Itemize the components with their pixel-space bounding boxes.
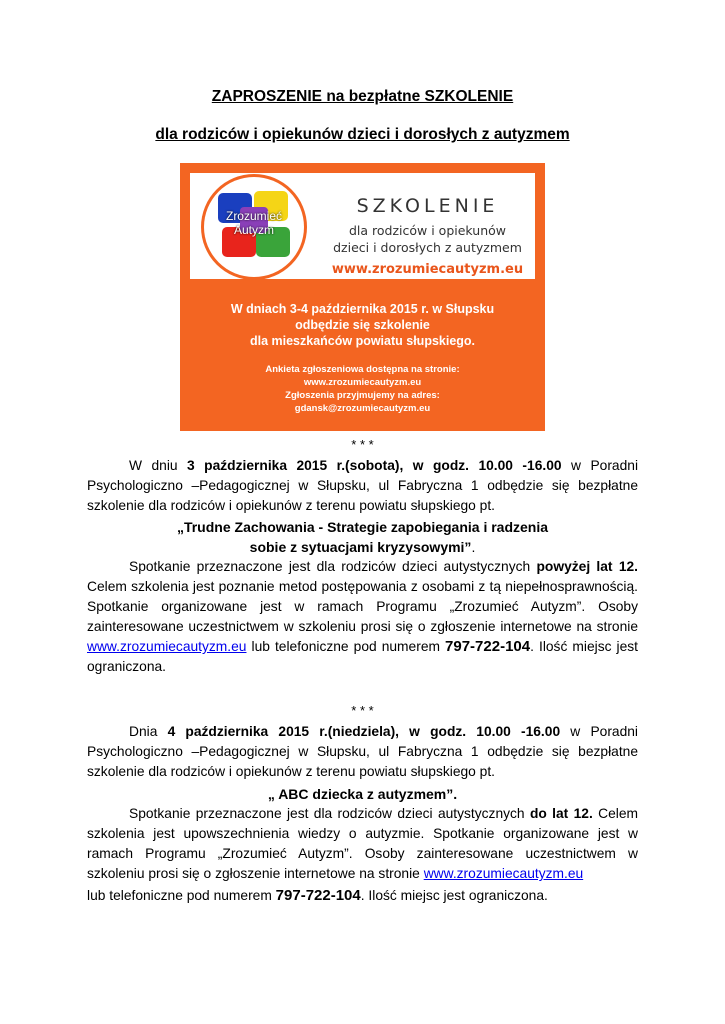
- banner-info-line-2: www.zrozumiecautyzm.eu: [303, 377, 422, 388]
- section2-intro-pre: Dnia: [129, 724, 168, 739]
- section2-last-pre: lub telefoniczne pod numerem: [87, 888, 276, 903]
- section2-intro: [87, 722, 638, 782]
- section2-details-end: . Ilość miejsc jest ograniczona.: [360, 888, 548, 903]
- training-banner: [180, 163, 545, 431]
- banner-info-line-4: gdansk@zrozumiecautyzm.eu: [294, 403, 431, 414]
- section-separator-2: * * *: [351, 703, 374, 718]
- section1-details-end: . Ilość miejsc jest ograniczona.: [87, 639, 638, 674]
- section1-details-mid: Celem szkolenia jest poznanie metod postępowania z osobami z tą niepełnosprawnością. Spotkanie organizowane jest w ramach Programu „Zrozumieć Autyzm”. Osoby zainteresowane uczestnictwem w szkoleniu prosi się o zgłoszenie internetowe na stronie: [87, 579, 638, 634]
- banner-main-line-2: odbędzie się szkolenie: [295, 318, 430, 332]
- section1-topic-text: sobie z sytuacjami kryzysowymi”: [249, 539, 472, 555]
- section2-topic: „ ABC dziecka z autyzmem”.: [267, 786, 458, 802]
- section1-details-pre: Spotkanie przeznaczone jest dla rodziców dzieci autystycznych: [129, 559, 537, 574]
- banner-header: [190, 173, 535, 279]
- section1-intro-post: w Poradni Psychologiczno –Pedagogicznej w Słupsku, ul Fabryczna 1 odbędzie się bezpłatne szkolenie dla rodziców i opiekunów z terenu powiatu słupskiego pt.: [87, 458, 639, 513]
- section2-details-mid: Celem szkolenia jest upowszechnienia wiedzy o autyzmie. Spotkanie organizowane jest w ramach Programu „Zrozumieć Autyzm”. Osoby zainteresowane uczestnictwem w szkoleniu prosi się o zgłoszenie internetowe na stronie: [87, 806, 639, 881]
- section1-topic-end: .: [471, 539, 476, 555]
- banner-subheading-1: dla rodziców i opiekunów: [348, 223, 506, 238]
- puzzle-logo-icon: [204, 177, 304, 277]
- invitation-subtitle: dla rodziców i opiekunów dzieci i dorosłych z autyzmem: [155, 126, 570, 143]
- section2-date: 4 października 2015 r.(niedziela), w godz. 10.00 -16.00: [167, 724, 561, 739]
- section1-phone: 797-722-104: [445, 638, 531, 655]
- section1-date: 3 października 2015 r.(sobota), w godz. 10.00 -16.00: [187, 458, 562, 473]
- section1-intro-pre: W dniu: [129, 458, 188, 473]
- banner-info-line-1: Ankieta zgłoszeniowa dostępna na stronie:: [265, 364, 460, 375]
- section1-details-after-link: lub telefoniczne pod numerem: [246, 639, 446, 654]
- section2-details-pre: Spotkanie przeznaczone jest dla rodziców dzieci autystycznych: [129, 806, 530, 821]
- logo-line-2: Autyzm: [233, 223, 274, 237]
- banner-main-line-3: dla mieszkańców powiatu słupskiego.: [249, 334, 476, 348]
- banner-main-line-1: W dniach 3-4 października 2015 r. w Słupsku: [230, 302, 495, 316]
- section1-topic-line-1: „Trudne Zachowania - Strategie zapobiegania i radzenia: [176, 519, 549, 535]
- banner-info-line-3: Zgłoszenia przyjmujemy na adres:: [285, 390, 440, 401]
- section1-website-link[interactable]: www.zrozumiecautyzm.eu: [87, 639, 247, 654]
- section2-phone: 797-722-104: [275, 887, 361, 904]
- section1-age: powyżej lat 12.: [536, 559, 638, 574]
- banner-url: www.zrozumiecautyzm.eu: [331, 262, 524, 277]
- section2-details: [87, 804, 638, 884]
- section2-website-link[interactable]: www.zrozumiecautyzm.eu: [423, 866, 584, 881]
- section2-details-last: [87, 886, 638, 906]
- section2-age: do lat 12.: [529, 806, 593, 821]
- banner-heading: SZKOLENIE: [356, 195, 499, 217]
- section1-details: [87, 557, 638, 677]
- logo-text: [204, 209, 304, 237]
- logo-line-1: Zrozumieć: [225, 209, 282, 223]
- section-separator: * * *: [351, 437, 374, 452]
- section1-intro: [87, 456, 638, 516]
- section2-intro-post: w Poradni Psychologiczno –Pedagogicznej w Słupsku, ul Fabryczna 1 odbędzie się bezpłatne szkolenie dla rodziców i opiekunów z terenu powiatu słupskiego pt.: [87, 724, 639, 779]
- invitation-title: ZAPROSZENIE na bezpłatne SZKOLENIE: [211, 88, 514, 105]
- banner-subheading-2: dzieci i dorosłych z autyzmem: [333, 240, 522, 255]
- section1-topic-line-2: [0, 537, 725, 557]
